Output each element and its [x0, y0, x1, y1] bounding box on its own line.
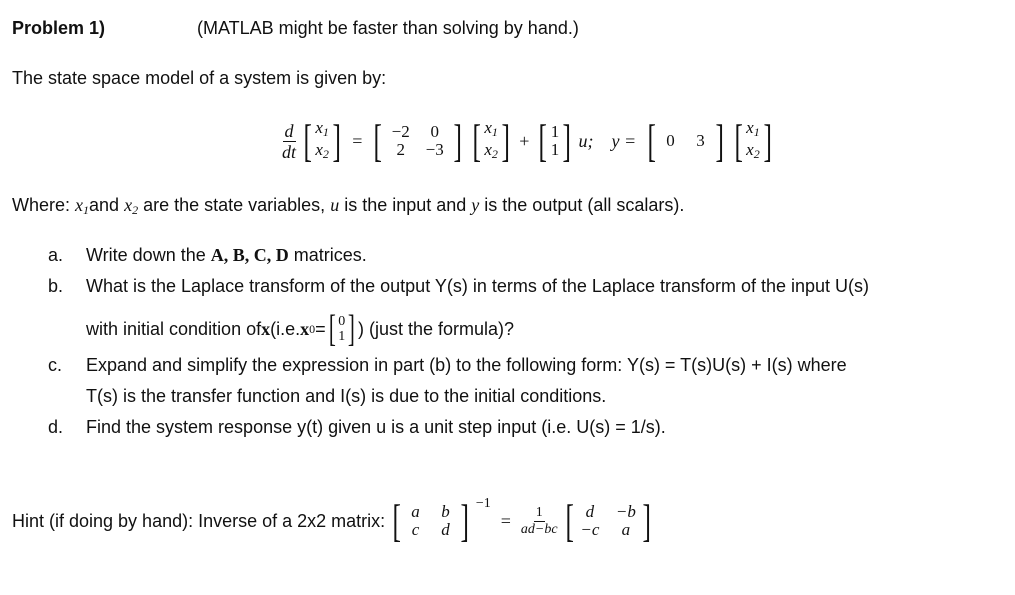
item-c-line1: Expand and simplify the expression in part (b) to the following form: Y(s) = T(s)U(s) + I(s) where	[86, 355, 847, 375]
derivative-fraction: $\frac{d}{dt}$	[282, 120, 297, 162]
item-a-text: Write down the A, B, C, D matrices.	[86, 245, 367, 265]
state-vector: [ $x_1$ $x_2$ ]	[303, 115, 341, 166]
state-vector-2: [ $x_1$ $x_2$ ]	[472, 115, 510, 166]
state-equation: $\frac{d}{dt}$ [ $x_1$ $x_2$ ] = [ −2 0 2 −3 ] [ $x_1$ $x_2$ ] + [ 1 1 ] u; y = [ 0 3 ] [ $x_1$ $x_2$ ]	[282, 118, 775, 164]
hint: Hint (if doing by hand): Inverse of a 2x2 matrix: [ a b c d ] $^{-1}$ = $\frac{1}{ad-bc}$ [ d −b −c a ]	[12, 498, 654, 544]
problem-title: Problem 1)	[12, 18, 106, 38]
intro-text: The state space model of a system is given by:	[12, 68, 387, 88]
item-d-letter: d.	[48, 417, 64, 437]
item-b-line2: with initial condition of x (i.e. x 0 = [ 0 1 ] ) (just the formula)?	[86, 308, 515, 350]
where-text: Where: $x_1and$ $x_2$ are the state variables, u is the input and y is the output (all scalars).	[12, 195, 685, 217]
state-vector-3: [ $x_1$ $x_2$ ]	[734, 115, 772, 166]
matrix-C: [ 0 3 ]	[647, 115, 724, 166]
matrix-A: [ −2 0 2 −3 ]	[373, 115, 462, 166]
matrix-B: [ 1 1 ]	[538, 115, 572, 166]
item-a-letter: a.	[48, 245, 64, 265]
hint-fraction: $\frac{1}{ad-bc}$	[520, 504, 558, 537]
hint-label: Hint (if doing by hand): Inverse of a 2x2 matrix:	[12, 510, 386, 531]
item-c-line2: T(s) is the transfer function and I(s) is due to the initial conditions.	[86, 386, 607, 406]
item-b-letter: b.	[48, 276, 64, 296]
item-b-line1: What is the Laplace transform of the output Y(s) in terms of the Laplace transform of the input U(s)	[86, 276, 870, 296]
hint-matrix: [ a b c d ]	[392, 495, 469, 546]
item-c-letter: c.	[48, 355, 63, 375]
item-d-text: Find the system response y(t) given u is a unit step input (i.e. U(s) = 1/s).	[86, 417, 666, 437]
hint-inverse-matrix: [ d −b −c a ]	[565, 495, 651, 546]
problem-note: (MATLAB might be faster than solving by hand.)	[197, 18, 579, 38]
initial-condition-vector: [ 0 1 ]	[328, 308, 356, 350]
